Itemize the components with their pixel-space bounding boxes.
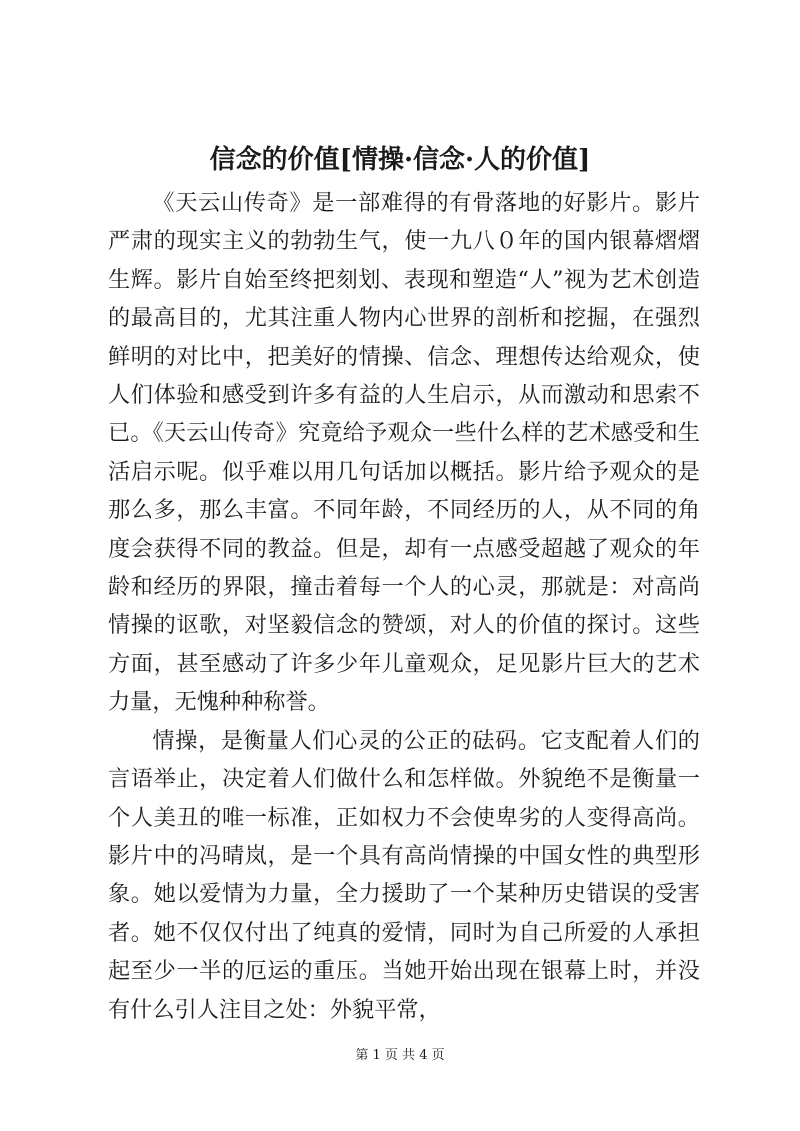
paragraph-2: 情操，是衡量人们心灵的公正的砝码。它支配着人们的言语举止，决定着人们做什么和怎样做。外貌绝不是衡量一个人美丑的唯一标准，正如权力不会使卑劣的人变得高尚。影片中的冯晴岚，是一个具有高尚情操的中国女性的典型形象。她以爱情为力量，全力援助了一个某种历史错误的受害者。她不仅仅付出了纯真的爱情，同时为自己所爱的人承担起至少一半的厄运的重压。当她开始出现在银幕上时，并没有什么引人注目之处：外貌平常， <box>108 727 700 1023</box>
paragraph-1: 《天云山传奇》是一部难得的有骨落地的好影片。影片严肃的现实主义的勃勃生气，使一九八０年的国内银幕熠熠生辉。影片自始至终把刻划、表现和塑造“人”视为艺术创造的最高目的，尤其注重人物内心世界的剖析和挖掘，在强烈鲜明的对比中，把美好的情操、信念、理想传达给观众，使人们体验和感受到许多有益的人生启示，从而激动和思索不已。《天云山传奇》究竟给予观众一些什么样的艺术感受和生活启示呢。似乎难以用几句话加以概括。影片给予观众的是那么多，那么丰富。不同年龄，不同经历的人，从不同的角度会获得不同的教益。但是，却有一点感受超越了观众的年龄和经历的界限，撞击着每一个人的心灵，那就是：对高尚情操的讴歌，对坚毅信念的赞颂，对人的价值的探讨。这些方面，甚至感动了许多少年儿童观众，足见影片巨大的艺术力量，无愧种种称誉。 <box>108 190 700 716</box>
page-footer: 第 1 页 共 4 页 <box>355 1048 445 1063</box>
document-body <box>108 184 700 1029</box>
document-title: 信念的价值[情操·信念·人的价值] <box>209 145 591 175</box>
